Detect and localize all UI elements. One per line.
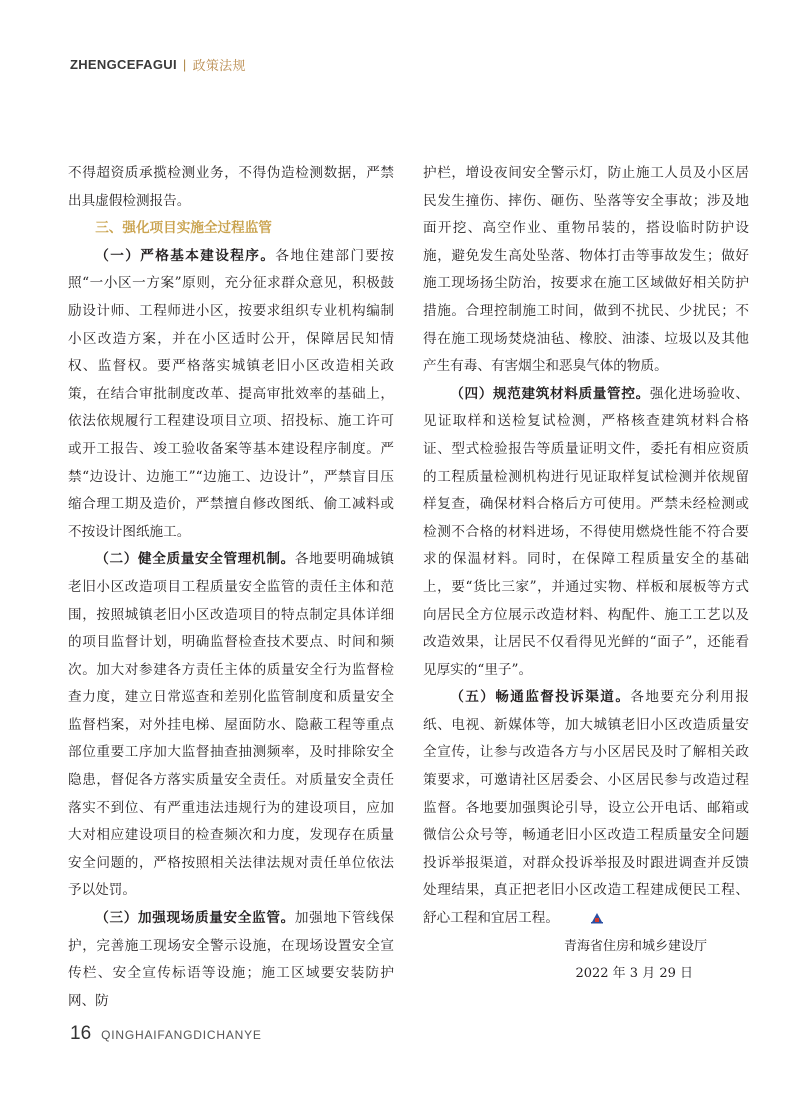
- signature-block: [423, 933, 749, 988]
- running-header: [70, 55, 246, 74]
- header-section-chinese: 政策法规: [192, 59, 246, 74]
- page-number: 16: [70, 1023, 92, 1044]
- magazine-name: QINGHAIFANGDICHANYE: [101, 1028, 262, 1042]
- paragraph-1-body: 各地住建部门要按照“一小区一方案”原则，充分征求群众意见，积极鼓励设计师、工程师进小区，按要求组织专业机构编制小区改造方案，并在小区适时公开，保障居民知情权、监督权。要严格落实城镇老旧小区改造相关政策，在结合审批制度改革、提高审批效率的基础上，依法依规履行工程建设项目立项、招投标、施工许可或开工报告、竣工验收备案等基本建设程序制度。严禁“边设计、边施工”“边施工、边设计”，严禁盲目压缩合理工期及造价，严禁擅自修改图纸、偷工减料或不按设计图纸施工。: [68, 247, 395, 540]
- paragraph-5-body: 各地要充分利用报纸、电视、新媒体等，加大城镇老旧小区改造质量安全宣传，让参与改造各方与小区居民及时了解相关政策要求，可邀请社区居委会、小区居民参与改造过程监督。各地要加强舆论引导，设立公开电话、邮箱或微信公众号等，畅通老旧小区改造工程质量安全问题投诉举报渠道，对群众投诉举报及时跟进调查并反馈处理结果，真正把老旧小区改造工程建成便民工程、舒心工程和宜居工程。: [423, 689, 750, 927]
- paragraph-1: [68, 243, 394, 547]
- signature-organization: 青海省住房和城乡建设厅: [563, 938, 707, 954]
- paragraph-2-lead: （二）健全质量安全管理机制。: [95, 551, 295, 568]
- end-mark-logo-icon: [563, 907, 577, 921]
- header-separator: |: [182, 57, 187, 72]
- paragraph-continuation: 不得超资质承揽检测业务，不得伪造检测数据，严禁出具虚假检测报告。: [68, 165, 394, 209]
- paragraph-3: [68, 905, 394, 1015]
- paragraph-1-lead: （一）严格基本建设程序。: [95, 247, 276, 264]
- page-footer: [70, 1023, 262, 1045]
- header-section-latin: ZHENGCEFAGUI: [70, 57, 177, 72]
- signature-date: 2022 年 3 月 29 日: [575, 966, 693, 982]
- paragraph-3-continued: 护栏，增设夜间安全警示灯，防止施工人员及小区居民发生撞伤、摔伤、砸伤、坠落等安全事故；涉及地面开挖、高空作业、重物吊装的，搭设临时防护设施，避免发生高处坠落、物体打击等事故发生；做好施工现场扬尘防治，按要求在施工区域做好相关防护措施。合理控制施工时间，做到不扰民、少扰民；不得在施工现场焚烧油毡、橡胶、油漆、垃圾以及其他产生有毒、有害烟尘和恶臭气体的物质。: [423, 165, 749, 375]
- paragraph-2: [68, 546, 394, 905]
- paragraph-5-lead: （五）畅通监督投诉渠道。: [450, 689, 631, 706]
- paragraph-3-body: 加强地下管线保护，完善施工现场安全警示设施，在现场设置安全宣传栏、安全宣传标语等设施；施工区域要安装防护网、防: [68, 910, 395, 1009]
- paragraph-4-body: 强化进场验收、见证取样和送检复试检测，严格核查建筑材料合格证、型式检验报告等质量证明文件，委托有相应资质的工程质量检测机构进行见证取样复试检测并依规留样复查，确保材料合格后方可使用。严禁未经检测或检测不合格的材料进场，不得使用燃烧性能不符合要求的保温材料。同时，在保障工程质量安全的基础上，要“货比三家”，并通过实物、样板和展板等方式向居民全方位展示改造材料、构配件、施工工艺以及改造效果，让居民不仅看得见光鲜的“面子”，还能看见厚实的“里子”。: [423, 385, 750, 678]
- paragraph-4: [423, 381, 749, 685]
- section-heading: 三、强化项目实施全过程监管: [95, 220, 272, 237]
- paragraph-4-lead: （四）规范建筑材料质量管控。: [450, 385, 650, 402]
- right-column: [423, 160, 749, 988]
- paragraph-3-lead: （三）加强现场质量安全监管。: [95, 910, 295, 927]
- paragraph-2-body: 各地要明确城镇老旧小区改造项目工程质量安全监管的责任主体和范围，按照城镇老旧小区改造项目的特点制定具体详细的项目监督计划，明确监督检查技术要点、时间和频次。加大对参建各方责任主体的质量安全行为监督检查力度，建立日常巡查和差别化监管制度和质量安全监督档案，对外挂电梯、屋面防水、隐蔽工程等重点部位重要工序加大监督抽查抽测频率，及时排除安全隐患，督促各方落实质量安全责任。对质量安全责任落实不到位、有严重违法违规行为的建设项目，应加大对相应建设项目的检查频次和力度，发现存在质量安全问题的，严格按照相关法律法规对责任单位依法予以处罚。: [68, 551, 395, 899]
- left-column: [68, 160, 394, 1015]
- paragraph-5: [423, 684, 749, 932]
